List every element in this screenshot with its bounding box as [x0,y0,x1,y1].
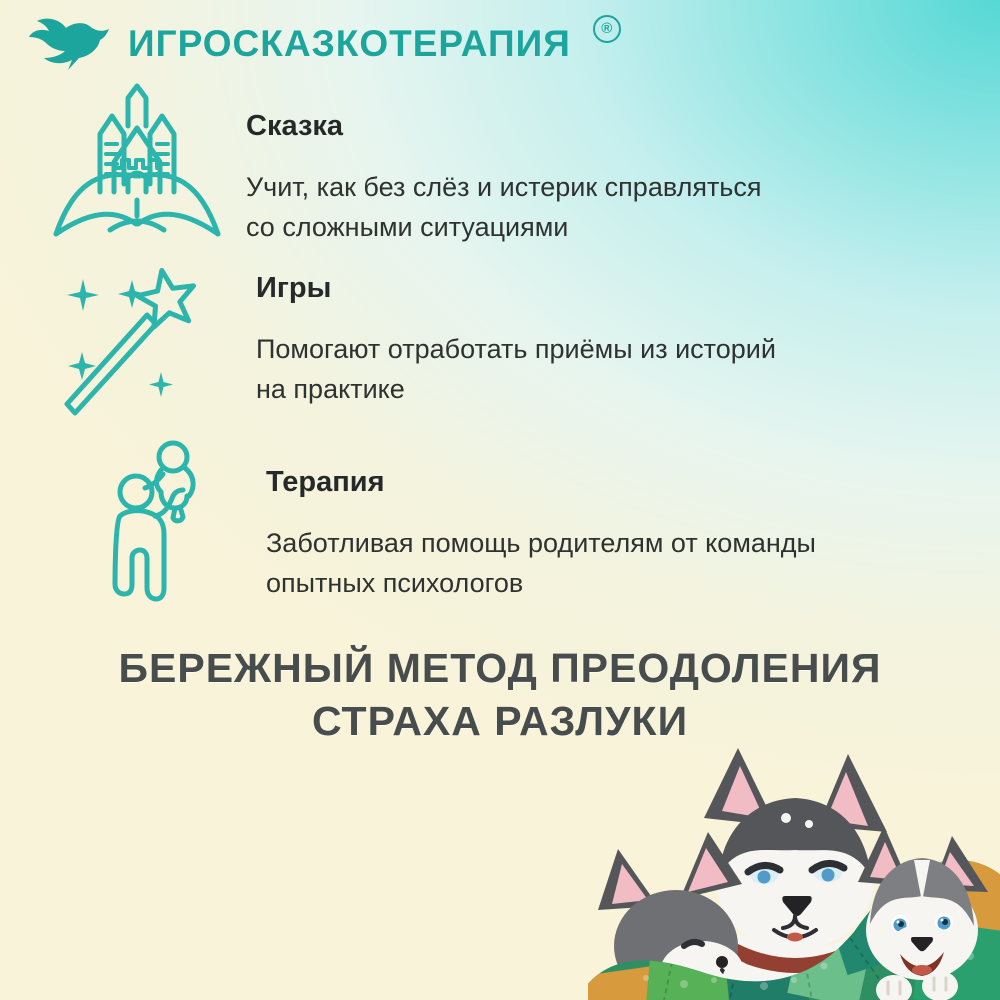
brand-name: ИГРОСКАЗКОТЕРАПИЯ [128,23,571,64]
feature-description-line: Помогают отработать приёмы из историй [256,334,776,364]
feature-description-line: опытных психологов [266,568,524,598]
feature-description-line: на практике [256,374,405,404]
parent-child-icon [103,432,223,617]
feature-description [266,523,816,603]
bird-icon [28,16,112,72]
registered-trademark-badge: ® [593,15,621,43]
feature-description-line: со сложными ситуациями [246,212,569,242]
magic-wand-icon [55,262,205,422]
headline [0,642,1000,748]
brand-logo [28,16,621,72]
feature-title: Игры [256,272,332,304]
feature-title: Терапия [266,466,385,498]
headline-line: СТРАХА РАЗЛУКИ [311,698,689,744]
feature-title: Сказка [246,110,343,142]
feature-description-line: Учит, как без слёз и истерик справляться [246,172,762,202]
feature-description-line: Заботливая помощь родителям от команды [266,528,816,558]
feature-description [256,329,776,409]
feature-description [246,167,762,247]
husky-puppies-illustration [588,734,1000,1000]
headline-line: БЕРЕЖНЫЙ МЕТОД ПРЕОДОЛЕНИЯ [118,645,882,691]
castle-book-icon [48,82,226,240]
